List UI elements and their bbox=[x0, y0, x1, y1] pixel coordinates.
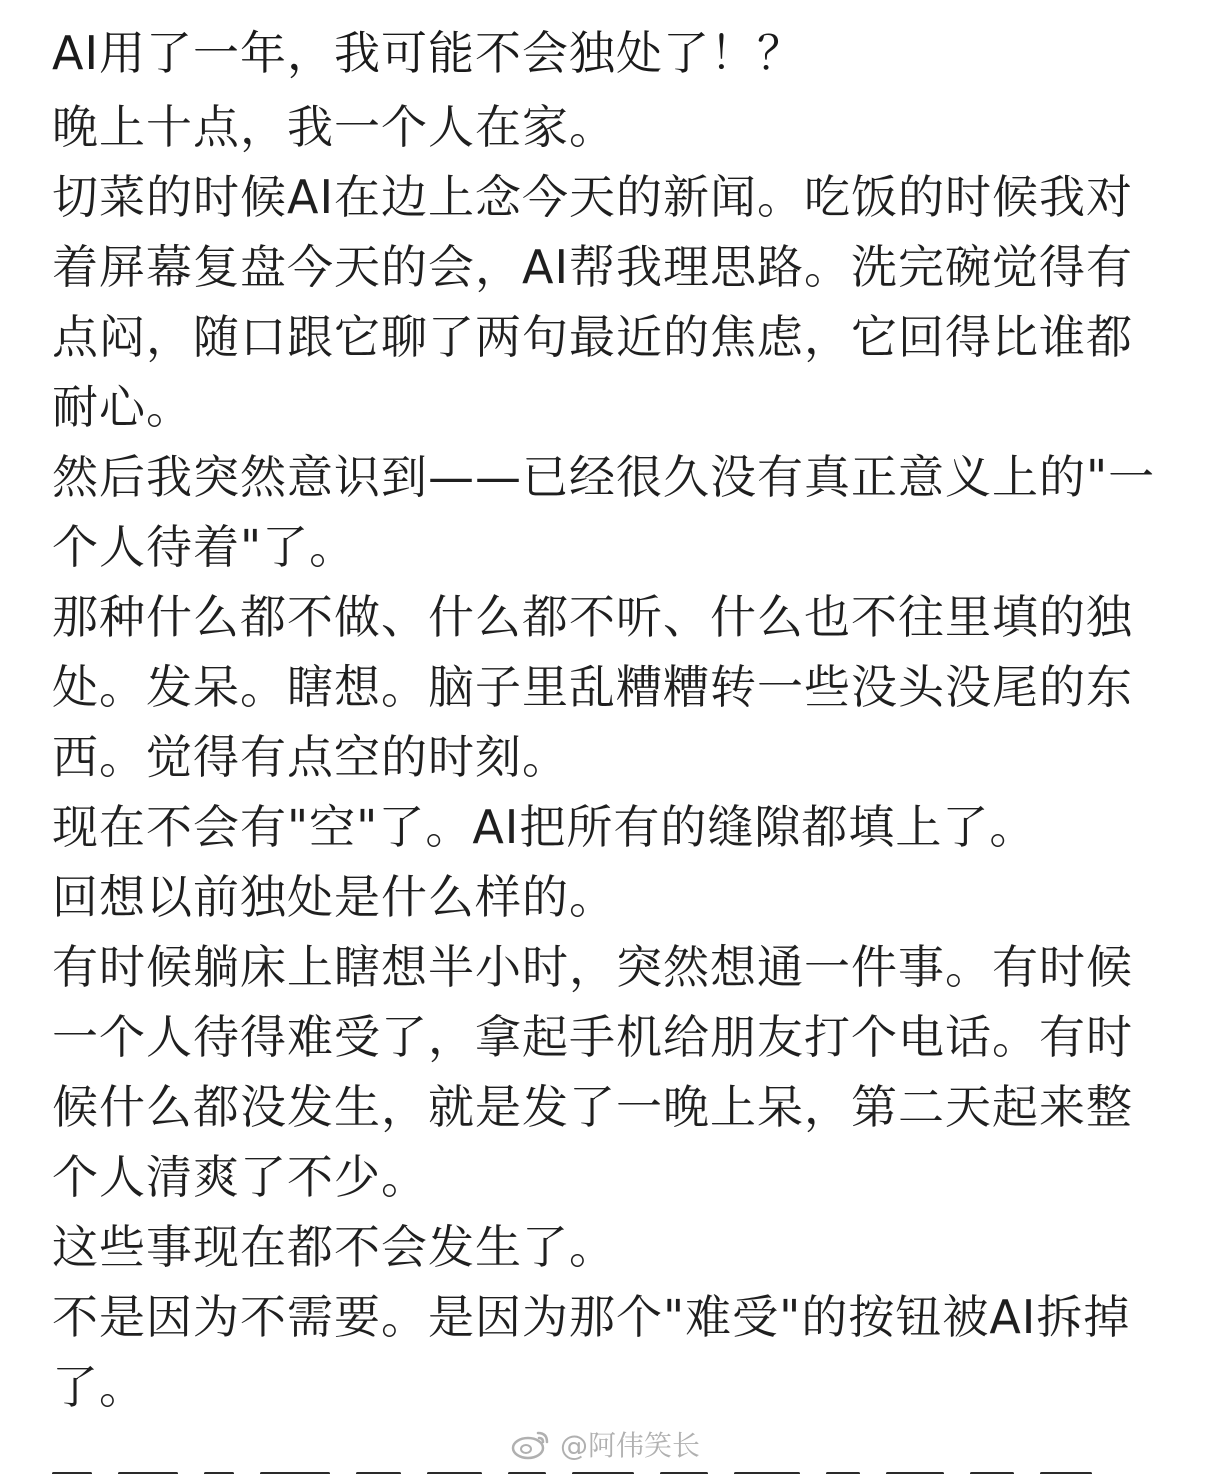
post-content bbox=[52, 20, 1172, 1422]
paragraph: 切菜的时候AI在边上念今天的新闻。吃饭的时候我对着屏幕复盘今天的会，AI帮我理思路。洗完碗觉得有点闷，随口跟它聊了两句最近的焦虑，它回得比谁都耐心。 bbox=[52, 170, 1134, 434]
paragraph: 有时候躺床上瞎想半小时，突然想通一件事。有时候一个人待得难受了，拿起手机给朋友打个电话。有时候什么都没发生，就是发了一晚上呆，第二天起来整个人清爽了不少。 bbox=[52, 940, 1133, 1204]
paragraph: 晚上十点，我一个人在家。 bbox=[52, 100, 616, 154]
paragraph: 这些事现在都不会发生了。 bbox=[52, 1220, 616, 1274]
paragraph: 现在不会有"空"了。AI把所有的缝隙都填上了。 bbox=[52, 800, 1037, 854]
weibo-logo-icon bbox=[510, 1427, 552, 1461]
paragraph: 那种什么都不做、什么都不听、什么也不往里填的独处。发呆。瞎想。脑子里乱糟糟转一些没头没尾的东西。觉得有点空的时刻。 bbox=[52, 590, 1133, 784]
post-title: AI用了一年，我可能不会独处了！？ bbox=[52, 26, 805, 80]
paragraph: 然后我突然意识到——已经很久没有真正意义上的"一个人待着"了。 bbox=[52, 450, 1156, 574]
watermark bbox=[510, 1424, 700, 1464]
watermark-text: @阿伟笑长 bbox=[560, 1429, 701, 1462]
paragraph: 不是因为不需要。是因为那个"难受"的按钮被AI拆掉了。 bbox=[52, 1290, 1131, 1414]
post-body bbox=[52, 92, 1172, 1422]
paragraph: 回想以前独处是什么样的。 bbox=[52, 870, 616, 924]
